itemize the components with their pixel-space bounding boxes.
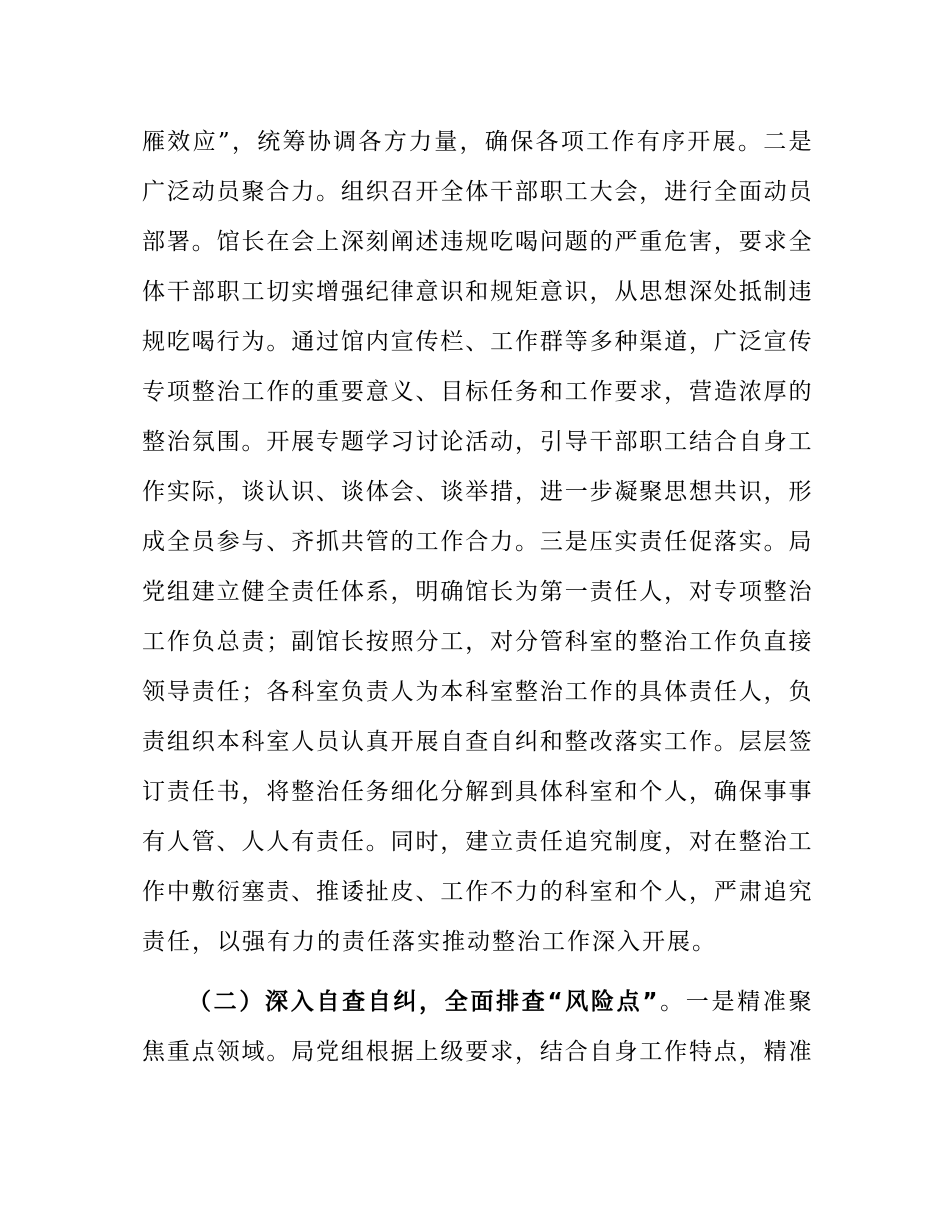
text-line: 焦重点领域。局党组根据上级要求，结合自身工作特点，精准 [142, 1039, 812, 1065]
section-heading-line [188, 982, 812, 1022]
text-line: 订责任书，将整治任务细化分解到具体科室和个人，确保事事 [142, 779, 812, 805]
text-line-last: 责任，以强有力的责任落实推动整治工作深入开展。 [142, 929, 717, 955]
text-line: 规吃喝行为。通过馆内宣传栏、工作群等多种渠道，广泛宣传 [142, 329, 812, 355]
text-line: 作中敷衍塞责、推诿扯皮、工作不力的科室和个人，严肃追究 [142, 879, 812, 905]
text-line: 部署。馆长在会上深刻阐述违规吃喝问题的严重危害，要求全 [142, 229, 812, 255]
text-line: 广泛动员聚合力。组织召开全体干部职工大会，进行全面动员 [142, 179, 812, 205]
text-line: 党组建立健全责任体系，明确馆长为第一责任人，对专项整治 [142, 579, 812, 605]
text-line: 有人管、人人有责任。同时，建立责任追究制度，对在整治工 [142, 829, 812, 855]
section-heading: （二）深入自查自纠，全面排查“风险点” [188, 989, 658, 1015]
text-line: 领导责任；各科室负责人为本科室整治工作的具体责任人，负 [142, 679, 812, 705]
text-line: 成全员参与、齐抓共管的工作合力。三是压实责任促落实。局 [142, 529, 812, 555]
text-line: 雁效应”，统筹协调各方力量，确保各项工作有序开展。二是 [142, 129, 812, 155]
heading-line-rest: 。一是精准聚 [657, 989, 813, 1015]
text-line: 体干部职工切实增强纪律意识和规矩意识，从思想深处抵制违 [142, 279, 812, 305]
text-line: 整治氛围。开展专题学习讨论活动，引导干部职工结合自身工 [142, 429, 812, 455]
text-line: 工作负总责；副馆长按照分工，对分管科室的整治工作负直接 [142, 629, 812, 655]
text-line: 责组织本科室人员认真开展自查自纠和整改落实工作。层层签 [142, 729, 812, 755]
text-line: 专项整治工作的重要意义、目标任务和工作要求，营造浓厚的 [142, 379, 812, 405]
text-line: 作实际，谈认识、谈体会、谈举措，进一步凝聚思想共识，形 [142, 479, 812, 505]
